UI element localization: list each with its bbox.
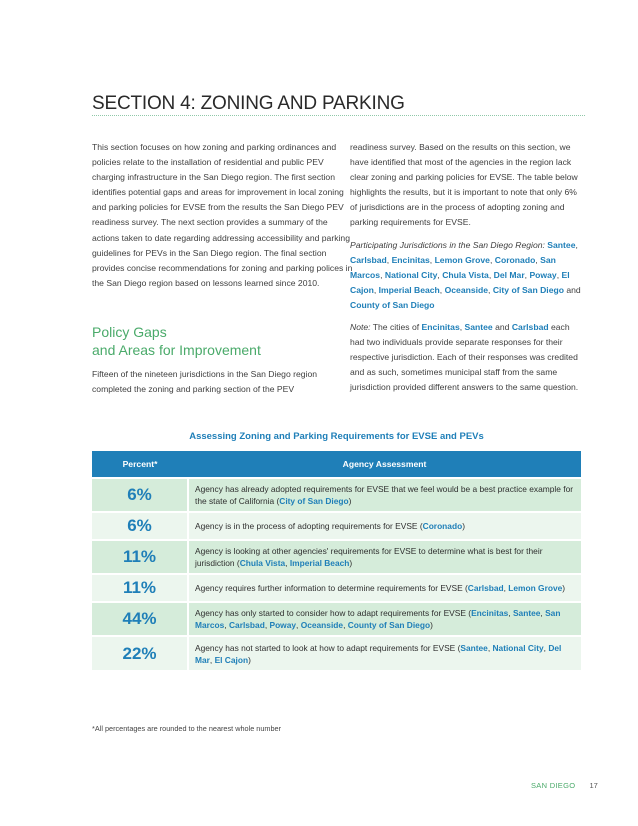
table-row <box>92 636 581 670</box>
column-header-percent: Percent* <box>92 451 188 478</box>
assessment-table <box>92 451 581 670</box>
jurisdiction-name: Poway <box>529 269 557 280</box>
note-paragraph: Note: The cities of Encinitas, Santee and Carlsbad each had two individuals provide separate responses for their respective jurisdiction. Each of their responses was credited and as such, sometimes municipal staff from the same jurisdiction provided different answers to the same question. <box>350 322 579 393</box>
table-row <box>92 574 581 602</box>
jurisdiction-name: Santee <box>547 239 576 250</box>
jurisdiction-name: Chula Vista <box>442 269 489 280</box>
jurisdiction-name: Chula Vista <box>239 558 286 568</box>
jurisdiction-name: Carlsbad <box>467 583 504 593</box>
right-column <box>350 140 586 396</box>
survey-continued-paragraph: readiness survey. Based on the results on this section, we have identified that most of the agencies in the region lack clear zoning and parking policies for EVSE. The table below highlights the results, but it is important to note that only 6% of jurisdictions are in the process of adopting zoning and parking requirements for EVSE. <box>350 142 578 228</box>
note-label: Note: <box>350 322 371 333</box>
subhead-line-1: Policy Gaps <box>92 324 167 340</box>
jurisdiction-name: Imperial Beach <box>378 284 440 295</box>
table-row <box>92 478 581 512</box>
jurisdiction-name: County of San Diego <box>347 620 431 630</box>
intro-paragraph: This section focuses on how zoning and parking ordinances and policies relate to the installation of residential and public PEV charging infrastructure in the San Diego region. The first section identifies potential gaps and areas for improvement in local zoning and parking policies for EVSE from the results the San Diego PEV readiness survey. The next section provides a summary of the actions taken to date regarding addressing accessibility and parking guidelines for PEVs in the San Diego region. The final section provides concise recommendations for zoning and parking polices in the San Diego region based on lessons learned since 2010. <box>92 142 353 288</box>
jurisdiction-name: El Cajon <box>214 654 249 665</box>
participating-paragraph <box>350 238 586 313</box>
jurisdiction-name: Carlsbad <box>350 254 387 265</box>
page-title: SECTION 4: ZONING AND PARKING <box>92 93 405 114</box>
jurisdiction-name: Oceanside <box>300 620 344 630</box>
jurisdiction-name: Imperial Beach <box>289 558 350 568</box>
jurisdiction-name: Santee <box>460 642 488 653</box>
table-title: Assessing Zoning and Parking Requirements for EVSE and PEVs <box>189 431 484 442</box>
jurisdiction-name: El Cajon <box>350 269 570 295</box>
table-footnote: *All percentages are rounded to the nearest whole number <box>92 724 282 733</box>
title-divider <box>92 115 585 116</box>
jurisdiction-list: Santee, Carlsbad, Encinitas, Lemon Grove, Coronado, San Marcos, National City, Chula Vista, Del Mar, Poway, El Cajon, Imperial Beach, Oceanside, City of San Diego and County of San Diego <box>350 239 581 310</box>
subhead-line-2: and Areas for Improvement <box>92 342 261 358</box>
note-city: Encinitas <box>421 322 460 333</box>
jurisdiction-name: Coronado <box>494 254 536 265</box>
note-city: Santee <box>464 322 493 333</box>
jurisdiction-name: County of San Diego <box>350 299 435 310</box>
percent-cell: 11% <box>92 574 188 602</box>
table-row <box>92 602 581 636</box>
table-header-row <box>92 451 581 478</box>
jurisdiction-name: National City <box>384 269 438 280</box>
jurisdiction-name: Lemon Grove <box>434 254 490 265</box>
note-rest: each had two individuals provide separate responses for their respective jurisdiction. Each of their responses was credited and as such, sometimes municipal staff from the same jurisdiction provided different answers to the same question. <box>350 322 579 393</box>
assessment-cell: Agency requires further information to determine requirements for EVSE (Carlsbad, Lemon Grove) <box>188 574 581 602</box>
jurisdiction-name: Coronado <box>422 521 463 531</box>
column-header-assessment: Agency Assessment <box>188 451 581 478</box>
policy-gaps-heading <box>92 323 261 359</box>
jurisdiction-name: Oceanside <box>444 284 489 295</box>
assessment-cell: Agency is in the process of adopting requirements for EVSE (Coronado) <box>188 512 581 540</box>
jurisdiction-name: Del Mar <box>195 642 562 665</box>
jurisdiction-name: Santee <box>512 608 541 618</box>
assessment-cell: Agency has not started to look at how to adapt requirements for EVSE (Santee, National City, Del Mar, El Cajon) <box>188 636 581 670</box>
jurisdiction-name: Lemon Grove <box>508 583 563 593</box>
jurisdiction-name: Del Mar <box>493 269 525 280</box>
jurisdiction-name: Encinitas <box>391 254 430 265</box>
left-column <box>92 140 354 291</box>
table-row <box>92 512 581 540</box>
assessment-cell: Agency has only started to consider how to adapt requirements for EVSE (Encinitas, Santee, San Marcos, Carlsbad, Poway, Oceanside, County of San Diego) <box>188 602 581 636</box>
table-body <box>92 478 581 670</box>
assessment-cell: Agency has already adopted requirements for EVSE that we feel would be a best practice example for the state of California (City of San Diego) <box>188 478 581 512</box>
percent-cell: 6% <box>92 512 188 540</box>
percent-cell: 44% <box>92 602 188 636</box>
note-prefix: The cities of <box>372 322 420 333</box>
jurisdiction-name: National City <box>492 642 544 653</box>
jurisdiction-name: Encinitas <box>471 608 509 618</box>
assessment-cell: Agency is looking at other agencies' requirements for EVSE to determine what is best for their jurisdiction (Chula Vista, Imperial Beach) <box>188 540 581 574</box>
jurisdiction-name: San Marcos <box>195 608 561 630</box>
jurisdiction-name: City of San Diego <box>279 496 349 506</box>
left-column-continued <box>92 367 354 397</box>
survey-paragraph: Fifteen of the nineteen jurisdictions in the San Diego region completed the zoning and parking section of the PEV <box>92 369 318 395</box>
percent-cell: 22% <box>92 636 188 670</box>
percent-cell: 11% <box>92 540 188 574</box>
jurisdiction-name: Poway <box>269 620 297 630</box>
note-city: Carlsbad <box>511 322 549 333</box>
page-number: 17 <box>589 781 598 790</box>
jurisdiction-name: City of San Diego <box>492 284 564 295</box>
jurisdiction-name: Carlsbad <box>228 620 265 630</box>
footer-region: SAN DIEGO <box>531 781 576 790</box>
table-row <box>92 540 581 574</box>
note-and: and <box>495 322 510 333</box>
percent-cell: 6% <box>92 478 188 512</box>
page-footer <box>531 781 598 790</box>
participating-label: Participating Jurisdictions in the San Diego Region: <box>350 239 545 250</box>
jurisdiction-name: San Marcos <box>350 254 556 280</box>
